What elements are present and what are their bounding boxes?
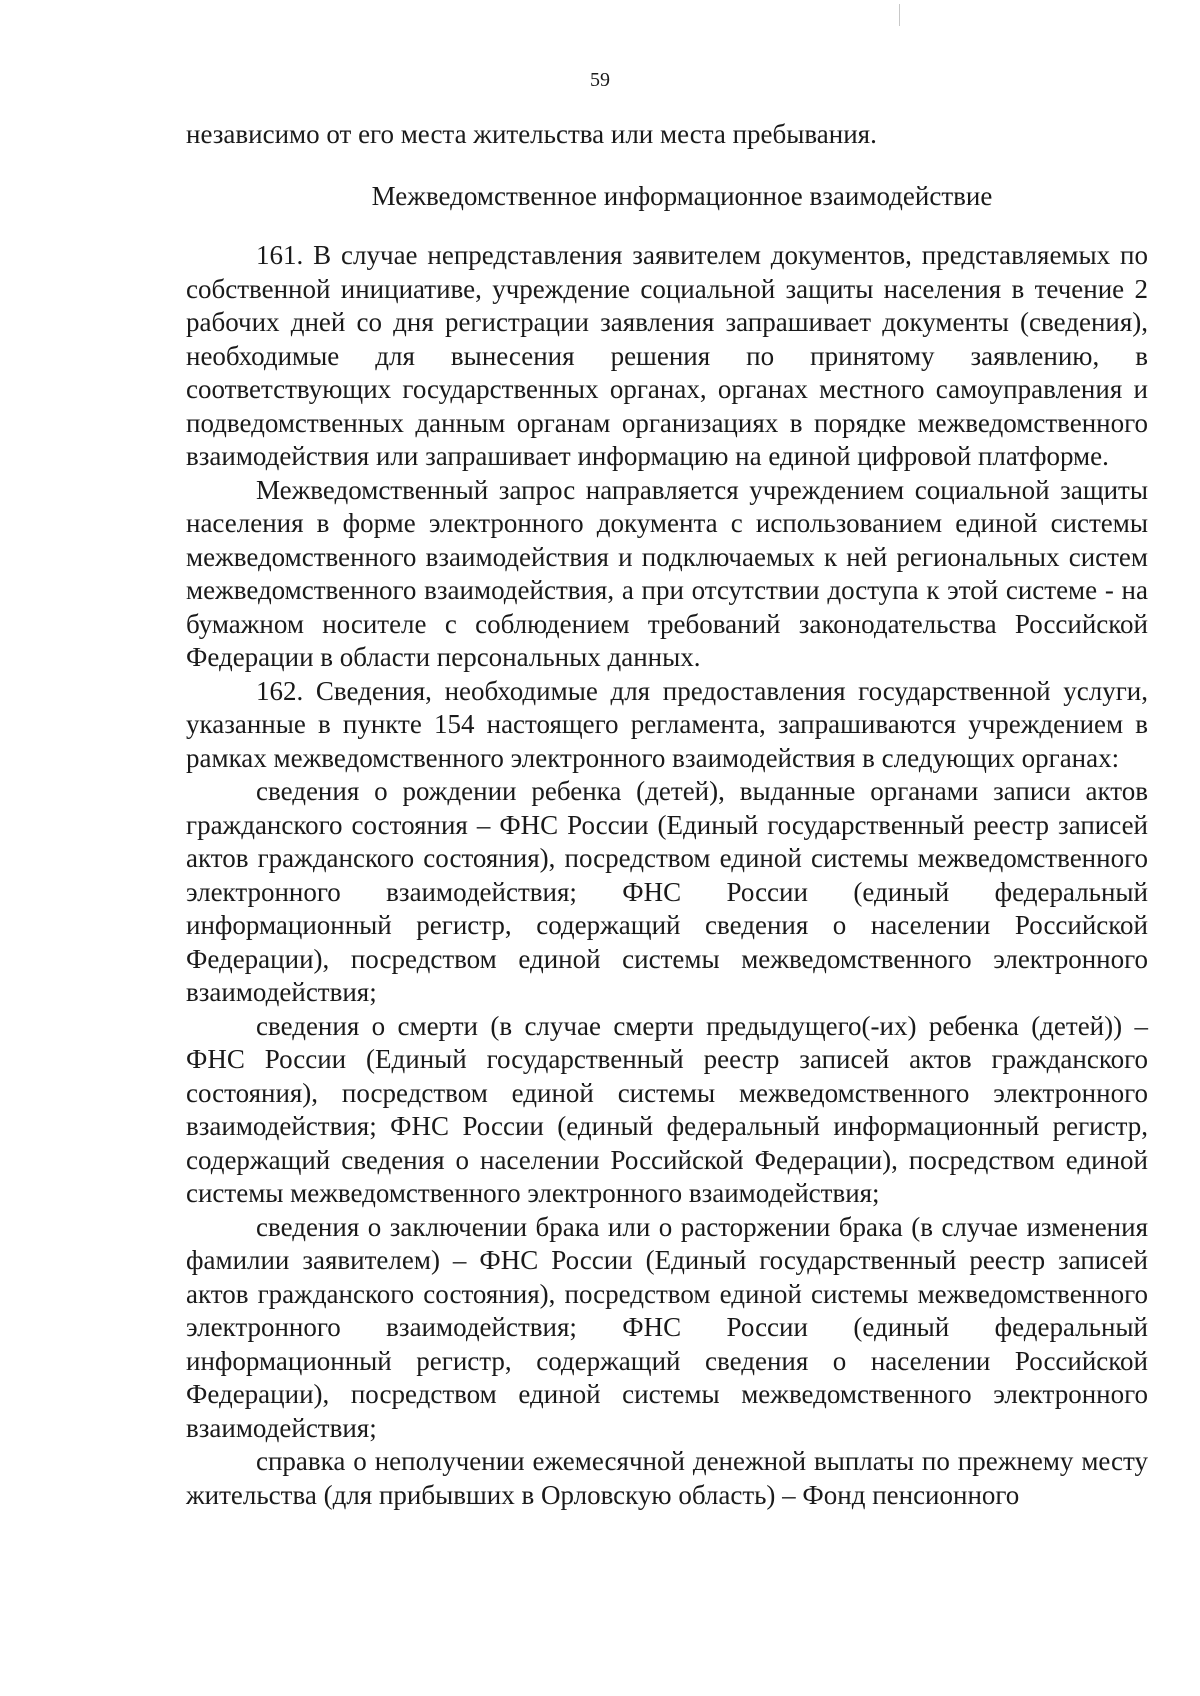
page-number: 59 [590,69,610,91]
continuation-paragraph: независимо от его места жительства или места пребывания. [186,119,877,149]
list-item-birth-info: сведения о рождении ребенка (детей), выданные органами записи актов гражданского состояния – ФНС России (Единый государственный реестр записей актов гражданского состояния), посредством единой системы межведомственного электронного взаимодействия; ФНС России (единый федеральный информационный регистр, содержащий сведения о населении Российской Федерации), посредством единой системы межведомственного электронного взаимодействия; [186,776,1148,1007]
section-heading: Межведомственное информационное взаимодействие [371,180,993,211]
list-item-death-info: сведения о смерти (в случае смерти предыдущего(-их) ребенка (детей)) – ФНС России (Единый государственный реестр записей актов гражданского состояния), посредством единой системы межведомственного электронного взаимодействия; ФНС России (единый федеральный информационный регистр, содержащий сведения о населении Российской Федерации), посредством единой системы межведомственного электронного взаимодействия; [186,1010,1148,1208]
paragraph-162: 162. Сведения, необходимые для предоставления государственной услуги, указанные в пункте 154 настоящего регламента, запрашиваются учреждением в рамках межведомственного электронного взаимодействия в следующих органах: [186,675,1148,773]
paragraph-interagency-request: Межведомственный запрос направляется учреждением социальной защиты населения в форме электронного документа с использованием единой системы межведомственного взаимодействия и подключаемых к ней региональных систем межведомственного взаимодействия, а при отсутствии доступа к этой системе - на бумажном носителе с соблюдением требований законодательства Российской Федерации в области персональных данных. [186,474,1148,672]
scan-artifact-line [899,4,900,26]
list-item-marriage-info: сведения о заключении брака или о расторжении брака (в случае изменения фамилии заявителем) – ФНС России (Единый государственный реестр записей актов гражданского состояния), посредством единой системы межведомственного электронного взаимодействия; ФНС России (единый федеральный информационный регистр, содержащий сведения о населении Российской Федерации), посредством единой системы межведомственного электронного взаимодействия; [186,1211,1148,1443]
list-item-payment-certificate: справка о неполучении ежемесячной денежной выплаты по прежнему месту жительства (для прибывших в Орловскую область) – Фонд пенсионного [186,1446,1148,1510]
paragraph-161: 161. В случае непредставления заявителем документов, представляемых по собственной инициативе, учреждение социальной защиты населения в течение 2 рабочих дней со дня регистрации заявления запрашивает документы (сведения), необходимые для вынесения решения по принятому заявлению, в соответствующих государственных органах, органах местного самоуправления и подведомственных данным органам организациях в порядке межведомственного взаимодействия или запрашивает информацию на единой цифровой платформе. [186,240,1148,471]
document-body [186,118,1148,1512]
